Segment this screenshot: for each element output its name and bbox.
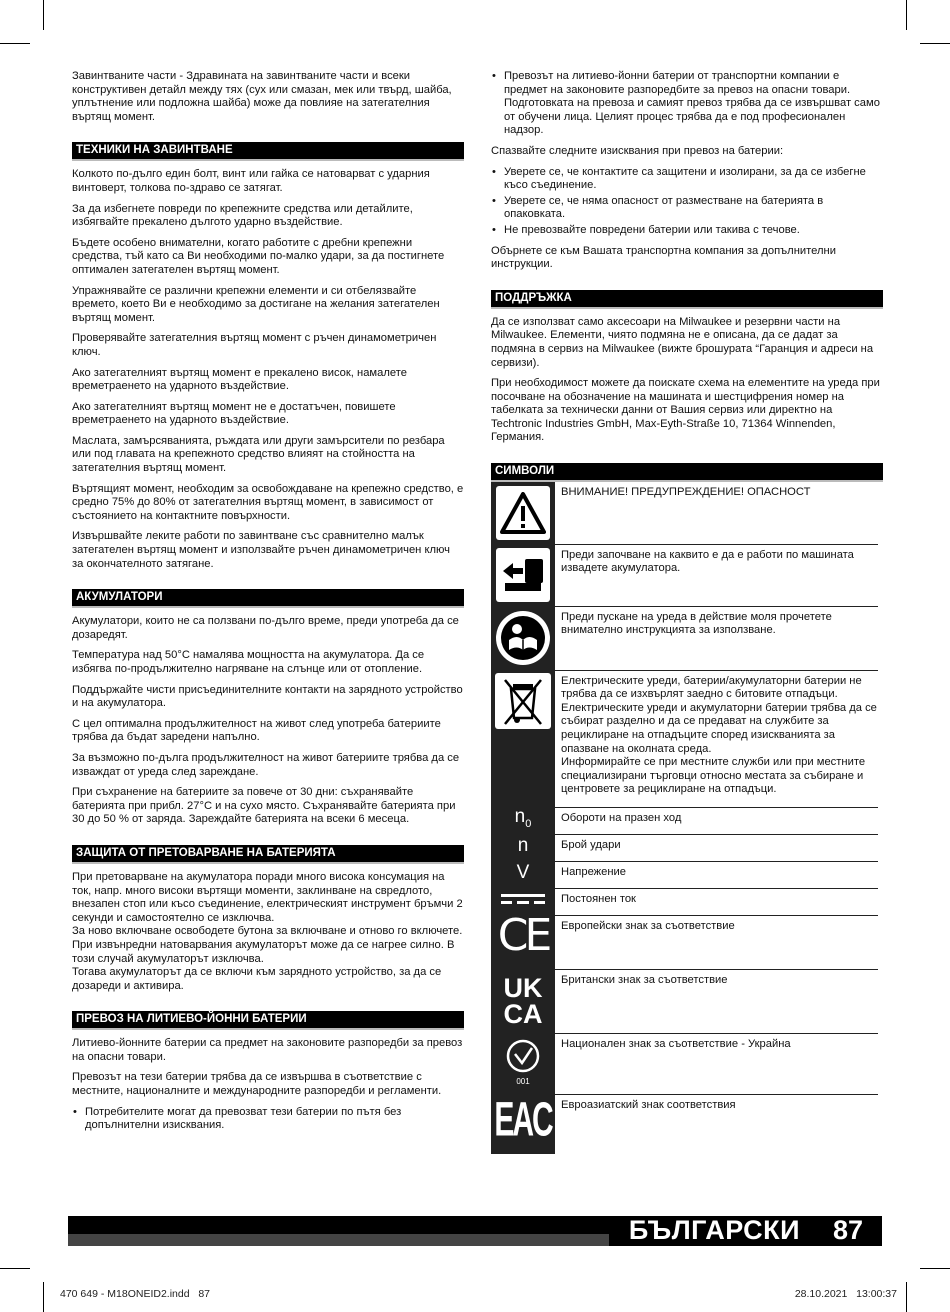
slug-file: 470 649 - M18ONEID2.indd 87 xyxy=(60,1288,211,1300)
crop-mark xyxy=(920,1268,950,1269)
page-number: 87 xyxy=(833,1215,864,1245)
paragraph: Поддържайте чисти присъединителните контакти на зарядното устройство и на акумулатора. xyxy=(72,683,463,710)
symbol-text: Евроазиатский знак соответствия xyxy=(561,1098,736,1111)
symbol-text: Европейски знак за съответствие xyxy=(555,915,878,969)
symbol-row xyxy=(491,544,878,606)
eac-mark-icon: EAC xyxy=(494,1093,552,1147)
overload-line: За ново включване освободете бутона за включване и отново го включете. xyxy=(72,925,463,938)
list-item: • Потребителите могат да превозват тези батерии по пътя без допълнителни изисквания. xyxy=(72,1106,464,1133)
list-item: • Превозът на литиево-йонни батерии от транспортни компании е предмет на законовите разпоредбите за превоз на опасни товари. Подготовката на превоза и самият превоз трябва да се извършват само от обучени лица. Целият процес трябва да е под професионален надзор. xyxy=(491,70,883,138)
paragraph: Да се използват само аксесоари на Milwaukee и резервни части на Milwaukee. Елементи, чиято подмяна не е описана, да се дадат за подмяна в сервиз на Milwaukee (вижте брошурата “Гаранция и адреси на сервизи). xyxy=(491,315,874,369)
bullet-list xyxy=(72,1106,464,1133)
slug-datetime: 28.10.2021 13:00:37 xyxy=(794,1288,897,1300)
symbol-text: Постоянен ток xyxy=(555,888,878,915)
volt-icon: V xyxy=(516,862,530,884)
ukraine-mark-icon: 001 xyxy=(491,1039,555,1089)
symbols-table xyxy=(491,482,878,1154)
crop-mark xyxy=(920,43,950,44)
symbol-text: Британски знак за съответствие xyxy=(555,969,878,1033)
footer-language: БЪЛГАРСКИ xyxy=(628,1215,800,1245)
symbol-text: Преди започване на каквито е да е работи по машината извадете акумулатора. xyxy=(555,544,878,606)
n0-icon: $n_0$ xyxy=(514,805,532,830)
symbol-row xyxy=(491,1033,878,1094)
paragraph: Извършвайте леките работи по завинтване със сравнително малък затегателен въртящ момент и използвайте ръчен динамометричен ключ за окончателното затягане. xyxy=(72,530,450,570)
paragraph: За възможно по-дълга продължителност на живот батериите трябва да се изваждат от уреда след зареждане. xyxy=(72,751,460,778)
paragraph: Температура над 50°C намалява мощността на акумулатора. Да се избягва по-продължително нагряване на слънце или от отопление. xyxy=(72,649,425,675)
direct-current-icon xyxy=(499,892,547,906)
n-icon: n xyxy=(517,835,529,857)
intro-paragraph: Завинтваните части - Здравината на завинтваните части и всеки конструктивен детайл между тях (сух или смазан, мек или твърд, шайба, уплътнение или подложна шайба) може да повлияе на затегателния въртящ момент. xyxy=(72,70,452,123)
overload-line: При извънредни натоварвания акумулаторът може да се нагрее силно. В този случай акумулаторът изключва. xyxy=(72,938,455,965)
left-column xyxy=(72,70,464,1140)
paragraph: Бъдете особено внимателни, когато работите с дребни крепежни средства, тъй като са Ви необходими по-малко удари, за да постигнете оптимален затегателен въртящ момент. xyxy=(72,236,445,276)
paragraph: За да избегнете повреди по крепежните средства или детайлите, избягвайте прекалено дългото ударно въздействие. xyxy=(72,202,413,229)
paragraph: Превозът на тези батерии трябва да се извършва в съответствие с местните, националните и международните разпоредби и регламенти. xyxy=(72,1071,442,1098)
paragraph: Ако затегателният въртящ момент е прекалено висок, намалете времетраенето на ударното въздействие. xyxy=(72,366,407,393)
symbol-text: Преди пускане на уреда в действие моля прочетете внимателно инструкцията за използване. xyxy=(555,606,878,670)
right-column xyxy=(491,70,883,1154)
section-header-batteries: АКУМУЛАТОРИ xyxy=(72,589,464,608)
symbol-text: Електрическите уреди, батерии/акумулаторни батерии не трябва да се изхвърлят заедно с битовите отпадъци. Електрическите уреди и акумулаторни батерии трябва да се събират разделно и да се предават на службите за рециклиране на отпадъците според изискванията за опазване на околната среда. Информирайте се при местните служби или при местните специализирани търговци относно местата за събиране и центровете за рециклиране на отпадъци. xyxy=(555,670,878,807)
crop-mark xyxy=(0,43,30,44)
warning-triangle-icon xyxy=(496,486,550,540)
paragraph: Маслата, замърсяванията, ръждата или други замърсители по резбара или под главата на крепежното средство влияят на стойността на затегателния въртящ момент. xyxy=(72,434,445,475)
paragraph: Въртящият момент, необходим за освобождаване на крепежно средство, е средно 75% до 80% от затегателния въртящ момент, в зависимост от състоянието на контактните повърхности. xyxy=(72,482,464,522)
symbol-row xyxy=(491,861,878,888)
paragraph: Ако затегателният въртящ момент не е достатъчен, повишете времетраенето на ударното въздействие. xyxy=(72,400,396,427)
remove-battery-icon xyxy=(496,548,550,602)
paragraph: Литиево-йонните батерии са предмет на законовите разпоредби за превоз на опасни товари. xyxy=(72,1037,463,1063)
symbol-text: Национален знак за съответствие - Украйна xyxy=(555,1033,878,1094)
list-item: • Уверете се, че няма опасност от разместване на батерията в опаковката. xyxy=(491,195,883,222)
crop-mark xyxy=(0,1268,30,1269)
crop-mark xyxy=(43,1282,44,1312)
section-header-overload: ЗАЩИТА ОТ ПРЕТОВАРВАНЕ НА БАТЕРИЯТА xyxy=(72,845,464,864)
paragraph: Колкото по-дълго един болт, винт или гайка се натоварват с ударния винтоверт, толкова по-здраво се затягат. xyxy=(72,168,430,194)
ukca-mark-icon: UK CA xyxy=(503,973,543,1030)
paragraph: Упражнявайте се различни крепежни елементи и си отбелязвайте времето, което Ви е необходимо за достигане на желания затегателен въртящ момент. xyxy=(72,284,440,324)
overload-line: При претоварване на акумулатора поради много висока консумация на ток, напр. много високи въртящи моменти, заклинване на свредлото, внезапен стоп или късо съединение, електрическият инструмент бръмчи 2 секунди и самостоятелно се изключва. xyxy=(72,870,463,924)
section-header-maintenance: ПОДДРЪЖКА xyxy=(491,290,883,309)
paragraph: При съхранение на батериите за повече от 30 дни: съхранявайте батерията при прибл. 27°C и на сухо място. Съхранявайте батерията при 30 до 50 % от заряда. Зареждайте батерията на всеки 6 месеца. xyxy=(72,786,456,826)
symbol-row xyxy=(491,670,878,807)
symbol-row xyxy=(491,807,878,834)
paragraph: Спазвайте следните изисквания при превоз на батерии: xyxy=(491,144,784,157)
symbol-text: Напрежение xyxy=(555,861,878,888)
symbol-row xyxy=(491,969,878,1033)
bullet-list xyxy=(491,166,883,238)
paragraph: Проверявайте затегателния въртящ момент с ръчен динамометричен ключ. xyxy=(72,332,437,358)
symbol-row xyxy=(491,1094,878,1154)
crop-mark xyxy=(906,1282,907,1312)
symbol-text: Обороти на празен ход xyxy=(555,807,878,834)
paragraph: С цел оптимална продължителност на живот след употреба батериите трябва да бъдат заредени напълно. xyxy=(72,717,441,744)
crop-mark xyxy=(906,0,907,30)
section-header-symbols: СИМВОЛИ xyxy=(491,463,883,482)
ce-mark-icon: CE xyxy=(497,910,549,962)
paragraph: Обърнете се към Вашата транспортна компания за допълнителни инструкции. xyxy=(491,244,836,271)
crossed-bin-icon xyxy=(495,673,551,729)
read-manual-icon xyxy=(496,611,550,665)
symbol-row xyxy=(491,834,878,861)
paragraph: При необходимост можете да поискате схема на елементите на уреда при посочване на обозначение на машината и шестцифрения номер на табелката за технически данни от Вашия сервиз или директно на Techtronic Industries GmbH, Max-Eyth-Straße 10, 71364 Winnenden, Германия. xyxy=(491,377,880,444)
paragraph: Акумулатори, които не са ползвани по-дълго време, преди употреба да се дозаредят. xyxy=(72,615,459,641)
symbol-text: Брой удари xyxy=(555,834,878,861)
symbol-row xyxy=(491,482,878,544)
symbol-text: ВНИМАНИЕ! ПРЕДУПРЕЖДЕНИЕ! ОПАСНОСТ xyxy=(555,482,878,544)
section-header-transport: ПРЕВОЗ НА ЛИТИЕВО-ЙОННИ БАТЕРИИ xyxy=(72,1011,464,1030)
bullet-list xyxy=(491,70,883,138)
footer-grey-stripe xyxy=(68,1234,609,1246)
symbol-row xyxy=(491,888,878,915)
overload-line: Тогава акумулаторът да се включи към зарядното устройство, за да се дозареди и активира. xyxy=(72,966,442,992)
symbol-row xyxy=(491,606,878,670)
symbol-row xyxy=(491,915,878,969)
list-item: • Не превозвайте повредени батерии или такива с течове. xyxy=(491,224,883,238)
list-item: • Уверете се, че контактите са защитени и изолирани, за да се избегне късо съединение. xyxy=(491,166,883,193)
crop-mark xyxy=(43,0,44,30)
section-header-screwing: ТЕХНИКИ НА ЗАВИНТВАНЕ xyxy=(72,142,464,161)
